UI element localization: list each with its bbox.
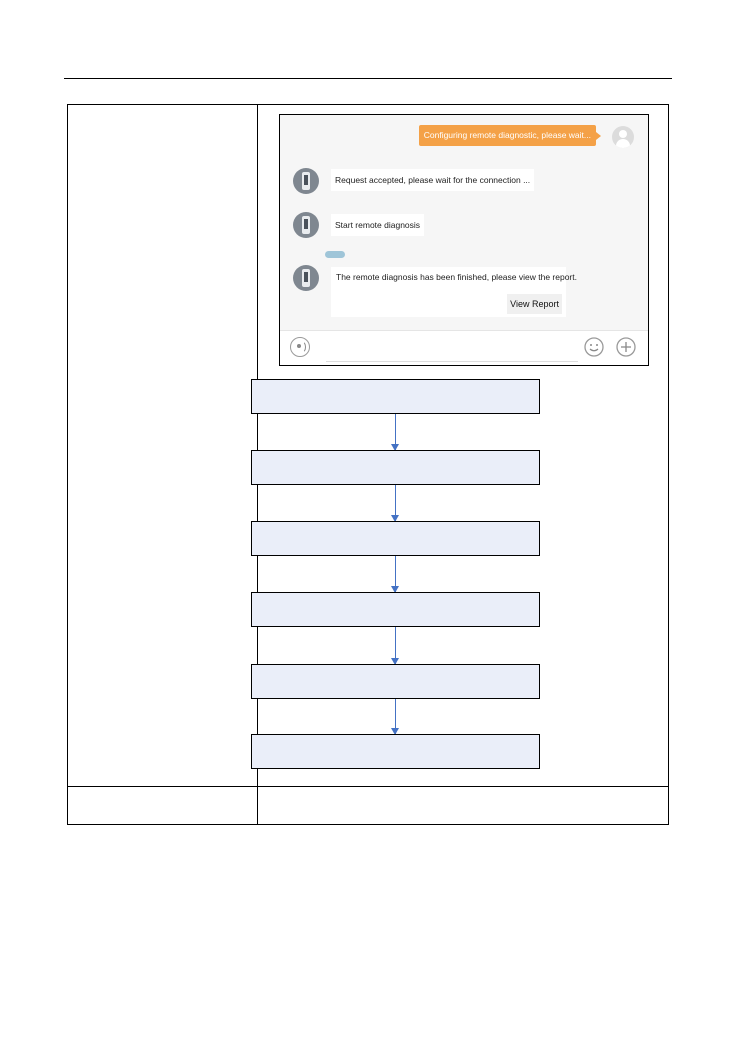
incoming-message-bubble: Start remote diagnosis xyxy=(331,214,424,236)
flowchart-step-4 xyxy=(251,592,540,627)
agent-avatar-icon xyxy=(293,212,319,238)
view-report-button[interactable]: View Report xyxy=(507,294,562,314)
flowchart-step-5 xyxy=(251,664,540,699)
timestamp-badge xyxy=(325,251,345,258)
flowchart-arrow xyxy=(395,556,396,592)
flowchart-arrow xyxy=(395,485,396,521)
report-message-card xyxy=(331,267,577,317)
flowchart-step-1 xyxy=(251,379,540,414)
chat-input-bar xyxy=(280,330,648,365)
table-row-divider xyxy=(68,786,668,787)
agent-avatar-icon xyxy=(293,168,319,194)
voice-icon[interactable] xyxy=(290,337,310,357)
flowchart-step-2 xyxy=(251,450,540,485)
flowchart-step-6 xyxy=(251,734,540,769)
emoji-icon[interactable] xyxy=(584,337,604,357)
user-avatar-icon xyxy=(612,126,634,148)
outgoing-message-bubble: Configuring remote diagnostic, please wait... xyxy=(419,125,596,146)
header-rule xyxy=(64,78,672,79)
plus-icon[interactable] xyxy=(616,337,636,357)
flowchart-arrow xyxy=(395,414,396,450)
chat-message-input[interactable] xyxy=(326,337,578,362)
incoming-message-bubble: Request accepted, please wait for the connection ... xyxy=(331,169,534,191)
agent-avatar-icon xyxy=(293,265,319,291)
flowchart-step-3 xyxy=(251,521,540,556)
remote-diagnosis-chat-screenshot xyxy=(279,114,649,366)
flowchart-arrow xyxy=(395,627,396,664)
report-message-text: The remote diagnosis has been finished, please view the report. xyxy=(336,272,577,282)
flowchart-arrow xyxy=(395,699,396,734)
